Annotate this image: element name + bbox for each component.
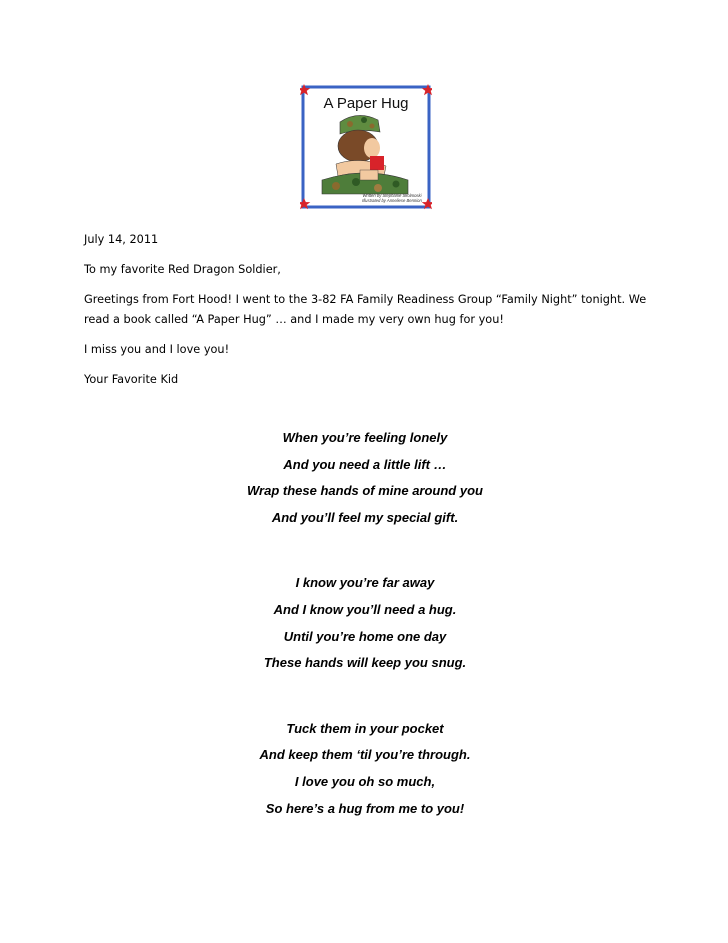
letter-love-line: I miss you and I love you!	[84, 343, 230, 356]
poem-stanza	[170, 716, 560, 822]
letter-body-line-2: read a book called “A Paper Hug” … and I made my very own hug for you!	[84, 313, 504, 326]
poem-line: I know you’re far away	[295, 575, 435, 591]
book-credit-1: Written by Stephanie Skolmoski	[362, 193, 422, 198]
poem-line: And you need a little lift …	[283, 456, 447, 472]
letter-date: July 14, 2011	[84, 233, 159, 246]
book-credit-2: Illustrated by Anneliese Bennion	[362, 198, 422, 203]
poem-line: So here’s a hug from me to you!	[265, 800, 465, 816]
book-cover-image	[300, 84, 432, 212]
poem-line: When you’re feeling lonely	[282, 430, 448, 445]
letter-salutation: To my favorite Red Dragon Soldier,	[84, 263, 281, 276]
poem-line: And you’ll feel my special gift.	[271, 509, 459, 525]
poem-line: And I know you’ll need a hug.	[273, 601, 457, 617]
book-cover-illustration	[300, 84, 432, 212]
poem-line: Until you’re home one day	[283, 628, 447, 644]
poem	[170, 425, 560, 822]
poem-stanza	[170, 425, 560, 531]
poem-stanza	[170, 570, 560, 676]
poem-line: I love you oh so much,	[294, 773, 436, 789]
letter-body-line-1: Greetings from Fort Hood! I went to the 3-82 FA Family Readiness Group “Family Night” tonight. We	[84, 293, 647, 306]
poem-line: And keep them ‘til you’re through.	[259, 747, 471, 763]
book-title: A Paper Hug	[323, 95, 409, 112]
poem-line: These hands will keep you snug.	[263, 655, 467, 671]
letter-signature: Your Favorite Kid	[84, 373, 179, 386]
poem-line: Tuck them in your pocket	[286, 720, 444, 736]
letter-body	[84, 290, 654, 330]
poem-line: Wrap these hands of mine around you	[247, 483, 483, 499]
letter	[84, 230, 654, 400]
